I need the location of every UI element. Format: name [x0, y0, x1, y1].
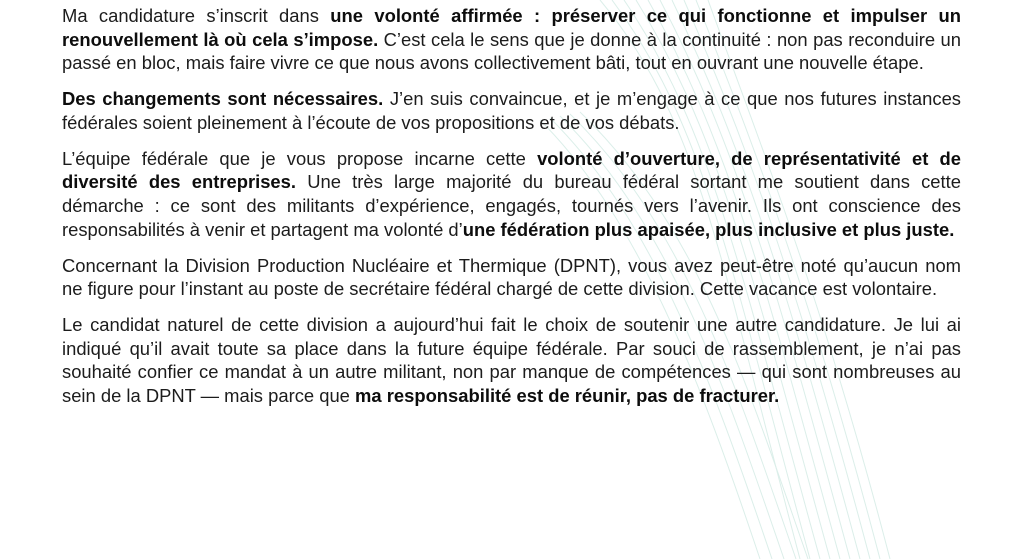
paragraph-p1 [62, 4, 961, 75]
text-run: Le candidat naturel de cette division a aujourd’hui fait le choix de soutenir une autre candidature. Je lui ai indiqué qu’il avait toute sa place dans la future équipe fédérale. Par souci de rassemblement, je n’ai pas souhaité confier ce mandat à un autre militant, non par manque de compétences — qui sont nombreuses au sein de la DPNT — mais parce que [62, 314, 961, 406]
text-run: Ma candidature s’inscrit dans [62, 5, 331, 26]
text-run: Concernant la Division Production Nucléaire et Thermique (DPNT), vous avez peut-être noté qu’aucun nom ne figure pour l’instant au poste de secrétaire fédéral chargé de cette division. Cette vacance est volontaire. [62, 254, 961, 300]
paragraph-p3 [62, 147, 961, 241]
text-run: J’en suis convaincue, et je m’engage à ce que nos futures instances fédérales soient pleinement à l’écoute de vos propositions et de vos débats. [62, 88, 961, 133]
paragraph-p4 [62, 254, 961, 301]
letter-body [62, 4, 961, 420]
bold-text-run: volonté d’ouverture, de représentativité et de diversité des entreprises. [62, 147, 961, 193]
text-run: C’est cela le sens que je donne à la continuité : non pas reconduire un passé en bloc, mais faire vivre ce que nous avons collectivement bâti, tout en ouvrant une nouvelle étape. [62, 28, 962, 74]
bold-text-run: ma responsabilité est de réunir, pas de fracturer. [355, 384, 780, 406]
paragraph-p2 [62, 87, 961, 134]
bold-text-run: une fédération plus apaisée, plus inclusive et plus juste. [462, 218, 955, 240]
bold-text-run: Des changements sont nécessaires. [62, 88, 384, 110]
bold-text-run: une volonté affirmée : préserver ce qui fonctionne et impulser un renouvellement là où cela s’impose. [62, 5, 961, 50]
text-run: L’équipe fédérale que je vous propose incarne cette [62, 147, 538, 169]
paragraph-p5 [62, 313, 961, 407]
text-run: Une très large majorité du bureau fédéral sortant me soutient dans cette démarche : ce sont des militants d’expérience, engagés, tournés vers l’avenir. Ils ont conscience des responsabilités à venir et partagent ma volonté d’ [62, 171, 961, 240]
